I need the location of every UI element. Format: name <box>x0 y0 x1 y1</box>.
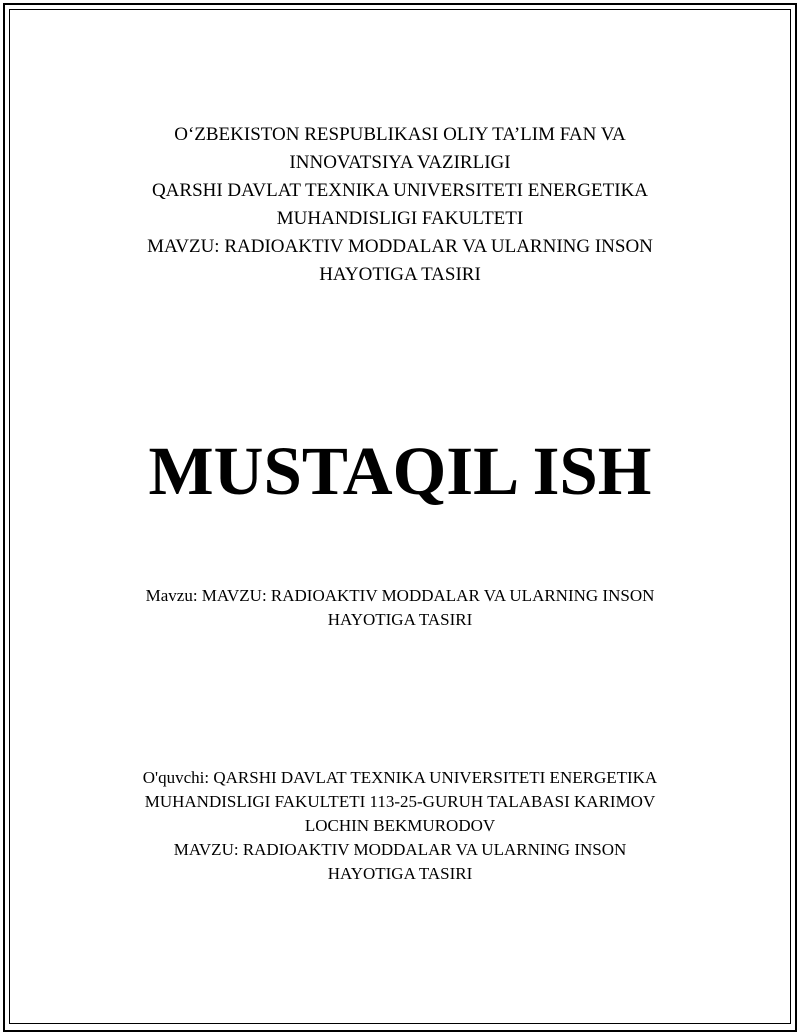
student-line: HAYOTIGA TASIRI <box>327 864 473 883</box>
student-line: LOCHIN BEKMURODOV <box>304 816 496 835</box>
institution-header <box>90 121 710 289</box>
topic-line: HAYOTIGA TASIRI <box>327 610 473 629</box>
header-line: QARSHI DAVLAT TEXNIKA UNIVERSITETI ENERGETIKA <box>151 180 649 201</box>
student-line: MUHANDISLIGI FAKULTETI 113-25-GURUH TALABASI KARIMOV <box>144 792 656 811</box>
header-line: MAVZU: RADIOAKTIV MODDALAR VA ULARNING INSON <box>147 236 653 257</box>
student-line: MAVZU: RADIOAKTIV MODDALAR VA ULARNING INSON <box>173 840 627 859</box>
student-block <box>90 766 710 886</box>
topic-block <box>90 584 710 632</box>
header-line: O‘ZBEKISTON RESPUBLIKASI OLIY TA’LIM FAN VA <box>174 124 626 145</box>
student-line: O'quvchi: QARSHI DAVLAT TEXNIKA UNIVERSITETI ENERGETIKA <box>142 768 658 787</box>
topic-line: Mavzu: MAVZU: RADIOAKTIV MODDALAR VA ULARNING INSON <box>145 586 655 605</box>
header-line: HAYOTIGA TASIRI <box>319 264 481 285</box>
header-line: INNOVATSIYA VAZIRLIGI <box>289 152 511 173</box>
header-line: MUHANDISLIGI FAKULTETI <box>276 208 524 229</box>
document-title: MUSTAQIL ISH <box>148 433 652 509</box>
